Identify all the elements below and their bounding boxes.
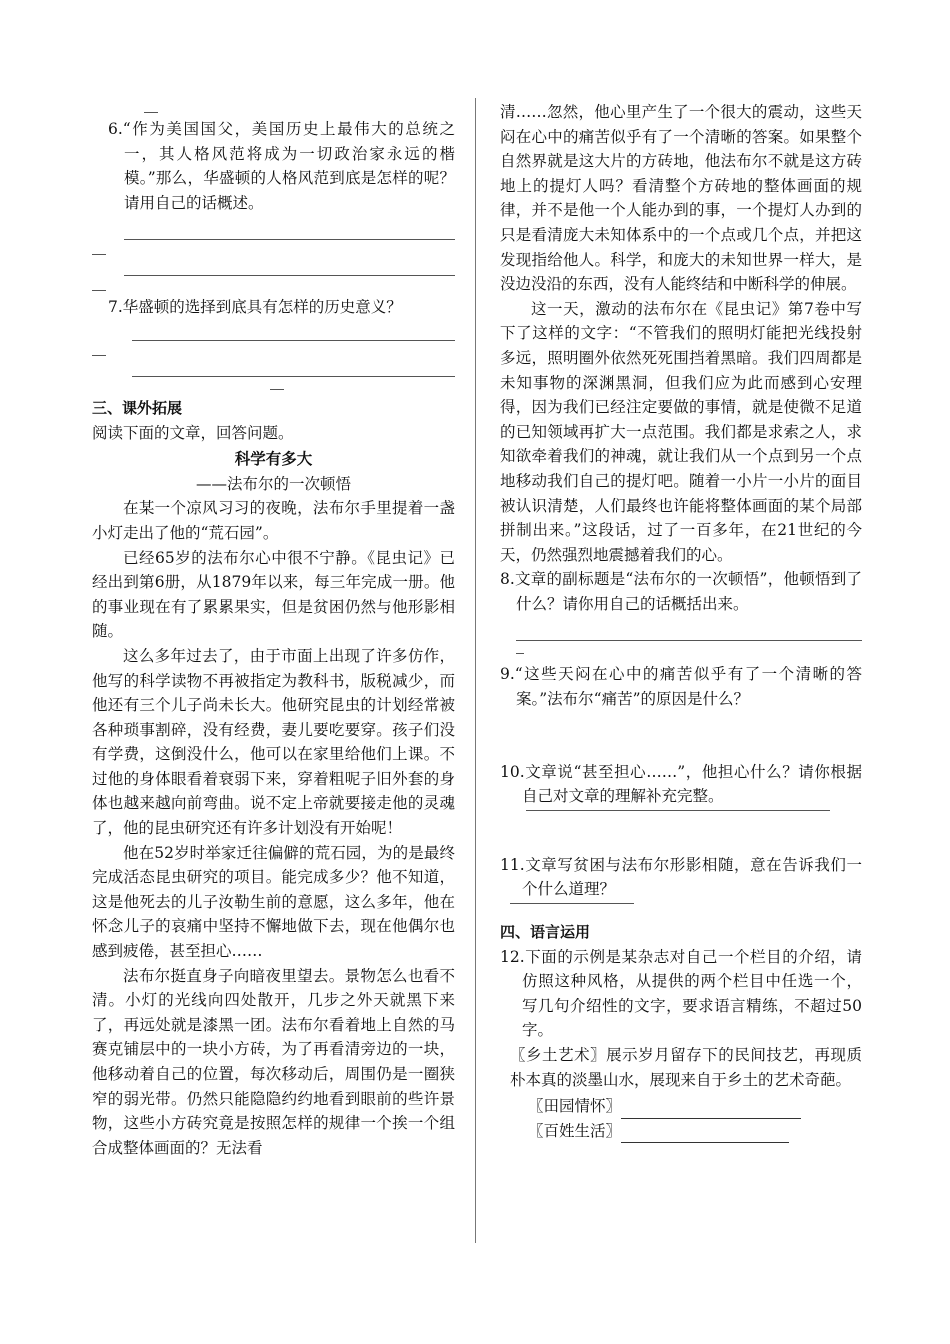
article-paragraph: 他在52岁时举家迁往偏僻的荒石园，为的是最终完成活态昆虫研究的项目。能完成多少？他不知道，这是他死去的儿子汝勒生前的意愿，这么多年，他在怀念儿子的哀痛中坚持不懈地做下去，现在他偶尔也感到疲倦，甚至担心…… <box>92 843 455 961</box>
article-subtitle: ——法布尔的一次顿悟 <box>195 474 351 493</box>
answer-line[interactable] <box>92 343 106 356</box>
question-9: 9.“这些天闷在心中的痛苦似乎有了一个清晰的答案。”法布尔“痛苦”的原因是什么？ <box>500 665 862 709</box>
answer-line[interactable] <box>92 278 106 291</box>
question-7: 7.华盛顿的选择到底具有怎样的历史意义？ <box>108 298 402 317</box>
answer-line[interactable] <box>510 902 634 904</box>
article-paragraph: 法布尔挺直身子向暗夜里望去。景物怎么也看不清。小灯的光线向四处散开，几步之外天就黑下来了，再远处就是漆黑一团。法布尔看着地上自然的马赛克铺层中的一块小方砖，为了再看清旁边的一块，他移动着自己的位置，每次移动后，周围仍是一圈狭窄的弱光带。仍然只能隐隐约约地看到眼前的些许景物，这些小方砖究竟是按照怎样的规律一个挨一个组合成整体画面的？无法看 <box>92 966 455 1157</box>
section-heading-4: 四、语言运用 <box>500 923 591 942</box>
reading-instruction: 阅读下面的文章，回答问题。 <box>92 423 294 442</box>
article-paragraph: 已经65岁的法布尔心中很不宁静。《昆虫记》已经出到第6册，从1879年以来，每三年完成一册。他的事业现在有了累累果实，但是贫困仍然与他形影相随。 <box>92 548 455 641</box>
question-10: 10.文章说“甚至担心……”，他担心什么？请你根据自己对文章的理解补充完整。 <box>500 762 862 806</box>
question-11: 11.文章写贫困与法布尔形影相随，意在告诉我们一个什么道理？ <box>500 855 862 899</box>
article-paragraph: 清……忽然，他心里产生了一个很大的震动，这些天闷在心中的痛苦似乎有了一个清晰的答案。如果整个自然界就是这大片的方砖地，他法布尔不就是这方砖地上的提灯人吗？看清整个方砖地的整体画面的规律，并不是他一个人能办到的事，一个提灯人办到的只是看清庞大未知体系中的一个点或几个点，并把这发现指给他人。科学，和庞大的未知世界一样大，是没边没沿的东西，没有人能终结和中断科学的伸展。 <box>500 103 862 294</box>
article-title: 科学有多大 <box>234 450 313 469</box>
answer-line[interactable] <box>124 217 455 240</box>
answer-line[interactable] <box>132 318 455 341</box>
question-6: 6.“作为美国国父，美国历史上最伟大的总统之一，其人格风范将成为一切政治家永远的楷模。”那么，华盛顿的人格风范到底是怎样的呢？请用自己的话概述。 <box>108 120 455 212</box>
answer-line[interactable] <box>124 253 455 276</box>
left-column <box>92 100 455 1160</box>
article-paragraph: 这么多年过去了，由于市面上出现了许多仿作，他写的科学读物不再被指定为教科书，版税减少，而他还有三个儿子尚未长大。他研究昆虫的计划经常被各种琐事割碎，没有经费，妻儿要吃要穿。孩子们没有学费，这倒没什么，他可以在家里给他们上课。不过他的身体眼看着衰弱下来，穿着粗呢子旧外套的身体也越来越向前弯曲。说不定上帝就要接走他的灵魂了，他的昆虫研究还有许多计划没有开始呢！ <box>92 646 455 838</box>
answer-line[interactable] <box>270 377 284 390</box>
option-row <box>528 1119 862 1144</box>
answer-line[interactable] <box>526 809 830 811</box>
option-label: 〖百姓生活〗 <box>528 1121 622 1140</box>
question-12: 12.下面的示例是某杂志对自己一个栏目的介绍，请仿照这种风格，从提供的两个栏目中任选一个，写几句介绍性的文字，要求语言精练，不超过50字。 <box>500 947 862 1040</box>
answer-line[interactable] <box>92 242 106 255</box>
right-column <box>500 100 862 1143</box>
article-paragraph: 在某一个凉风习习的夜晚，法布尔手里提着一盏小灯走出了他的“荒石园”。 <box>92 499 455 542</box>
answer-line[interactable] <box>621 1100 801 1119</box>
section-heading-3: 三、课外拓展 <box>92 398 183 417</box>
article-paragraph: 这一天，激动的法布尔在《昆虫记》第7卷中写下了这样的文字：“不管我们的照明灯能把光线投射多远，照明圈外依然死死围挡着黑暗。我们四周都是未知事物的深渊黑洞，但我们应为此而感到心安理得，因为我们已经注定要做的事情，就是使微不足道的已知领域再扩大一点范围。我们都是求索之人，求知欲牵着我们的神魂，就让我们从一个点到另一个点地移动我们自己的提灯吧。随着一小片一小片的面目被认识清楚，人们最终也许能将整体画面的某个局部拼制出来。”这段话，过了一百多年，在21世纪的今天，仍然强烈地震撼着我们的心。 <box>500 299 862 564</box>
answer-line[interactable] <box>621 1124 789 1143</box>
answer-line[interactable] <box>144 100 158 113</box>
option-label: 〖田园情怀〗 <box>528 1097 622 1116</box>
option-row <box>528 1094 862 1119</box>
column-divider <box>475 98 476 1243</box>
question-8: 8.文章的副标题是“法布尔的一次顿悟”，他顿悟到了什么？请你用自己的话概括出来。 <box>500 570 862 613</box>
answer-line[interactable] <box>516 618 862 641</box>
example-text: 〖乡土艺术〗展示岁月留存下的民间技艺，再现质朴本真的淡墨山水，展现来自于乡土的艺术奇葩。 <box>510 1046 862 1089</box>
answer-line[interactable] <box>516 641 524 654</box>
answer-line[interactable] <box>132 354 455 377</box>
